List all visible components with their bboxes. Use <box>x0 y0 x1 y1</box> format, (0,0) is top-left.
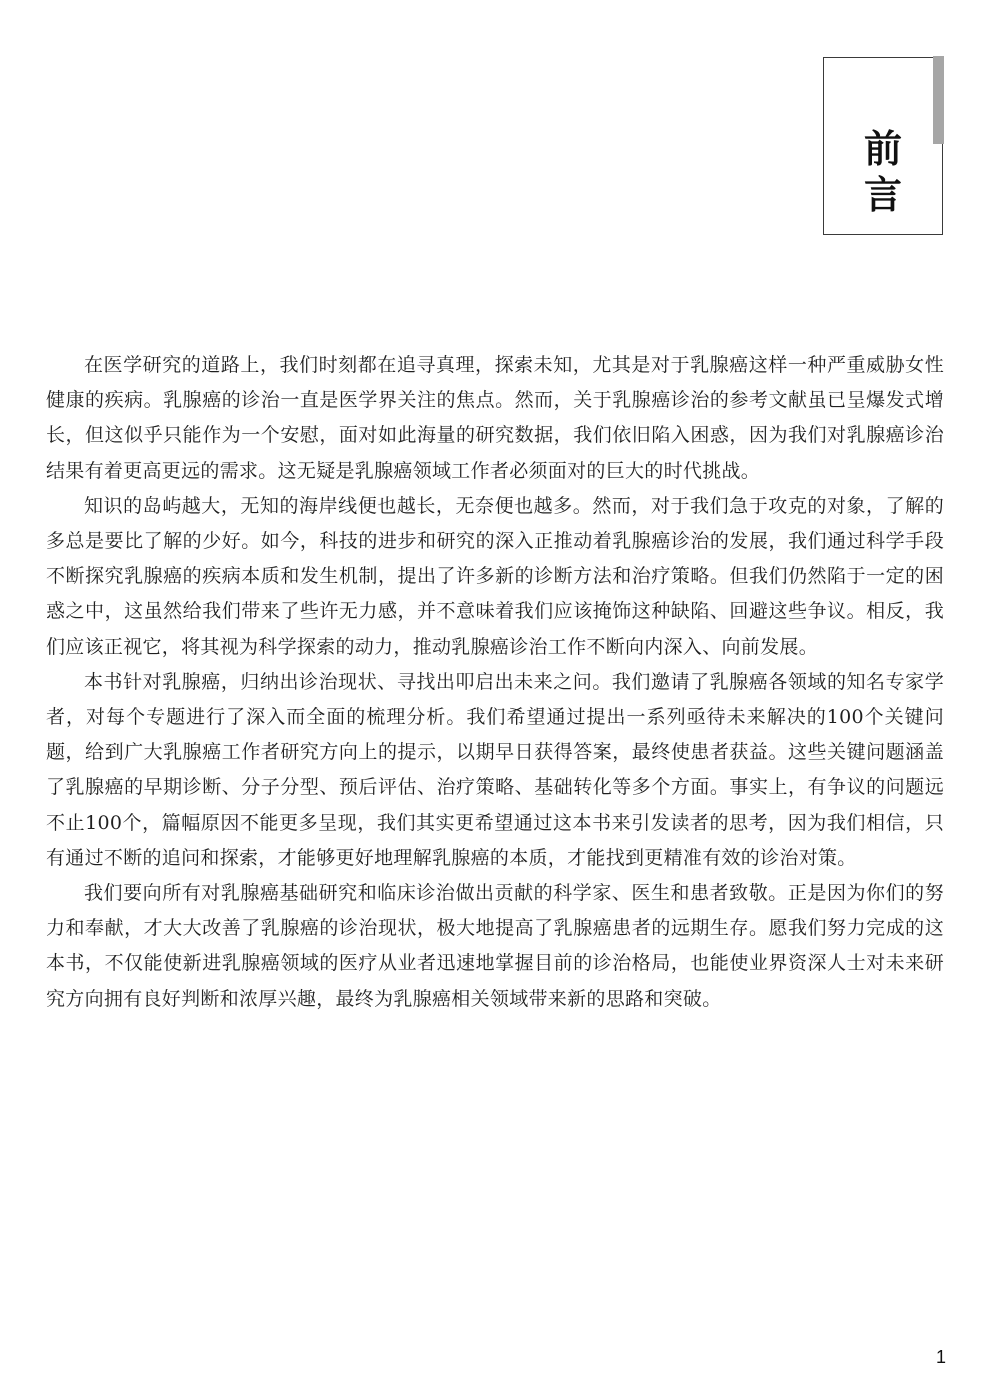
body-paragraph-3: 本书针对乳腺癌，归纳出诊治现状、寻找出叩启出未来之问。我们邀请了乳腺癌各领域的知名专家学者，对每个专题进行了深入而全面的梳理分析。我们希望通过提出一系列亟待未来解决的100个关键问题，给到广大乳腺癌工作者研究方向上的提示，以期早日获得答案，最终使患者获益。这些关键问题涵盖了乳腺癌的早期诊断、分子分型、预后评估、治疗策略、基础转化等多个方面。事实上，有争议的问题远不止100个，篇幅原因不能更多呈现，我们其实更希望通过这本书来引发读者的思考，因为我们相信，只有通过不断的追问和探索，才能够更好地理解乳腺癌的本质，才能找到更精准有效的诊治对策。 <box>46 670 944 869</box>
body-paragraph-1: 在医学研究的道路上，我们时刻都在追寻真理，探索未知，尤其是对于乳腺癌这样一种严重威胁女性健康的疾病。乳腺癌的诊治一直是医学界关注的焦点。然而，关于乳腺癌诊治的参考文献虽已呈爆发式增长，但这似乎只能作为一个安慰，面对如此海量的研究数据，我们依旧陷入困惑，因为我们对乳腺癌诊治结果有着更高更远的需求。这无疑是乳腺癌领域工作者必须面对的巨大的时代挑战。 <box>46 354 944 482</box>
page-title-line-1: 前 <box>863 127 902 171</box>
page-title <box>824 126 942 218</box>
preface-body <box>46 348 944 1017</box>
page-number: 1 <box>935 1347 946 1367</box>
preface-title-box <box>823 57 943 235</box>
page-title-line-2: 言 <box>863 173 902 217</box>
body-paragraph-4: 我们要向所有对乳腺癌基础研究和临床诊治做出贡献的科学家、医生和患者致敬。正是因为你们的努力和奉献，才大大改善了乳腺癌的诊治现状，极大地提高了乳腺癌患者的远期生存。愿我们努力完成的这本书，不仅能使新进乳腺癌领域的医疗从业者迅速地掌握目前的诊治格局，也能使业界资深人士对未来研究方向拥有良好判断和浓厚兴趣，最终为乳腺癌相关领域带来新的思路和突破。 <box>46 882 944 1010</box>
body-paragraph-2: 知识的岛屿越大，无知的海岸线便也越长，无奈便也越多。然而，对于我们急于攻克的对象，了解的多总是要比了解的少好。如今，科技的进步和研究的深入正推动着乳腺癌诊治的发展，我们通过科学手段不断探究乳腺癌的疾病本质和发生机制，提出了许多新的诊断方法和治疗策略。但我们仍然陷于一定的困惑之中，这虽然给我们带来了些许无力感，并不意味着我们应该掩饰这种缺陷、回避这些争议。相反，我们应该正视它，将其视为科学探索的动力，推动乳腺癌诊治工作不断向内深入、向前发展。 <box>46 494 944 658</box>
